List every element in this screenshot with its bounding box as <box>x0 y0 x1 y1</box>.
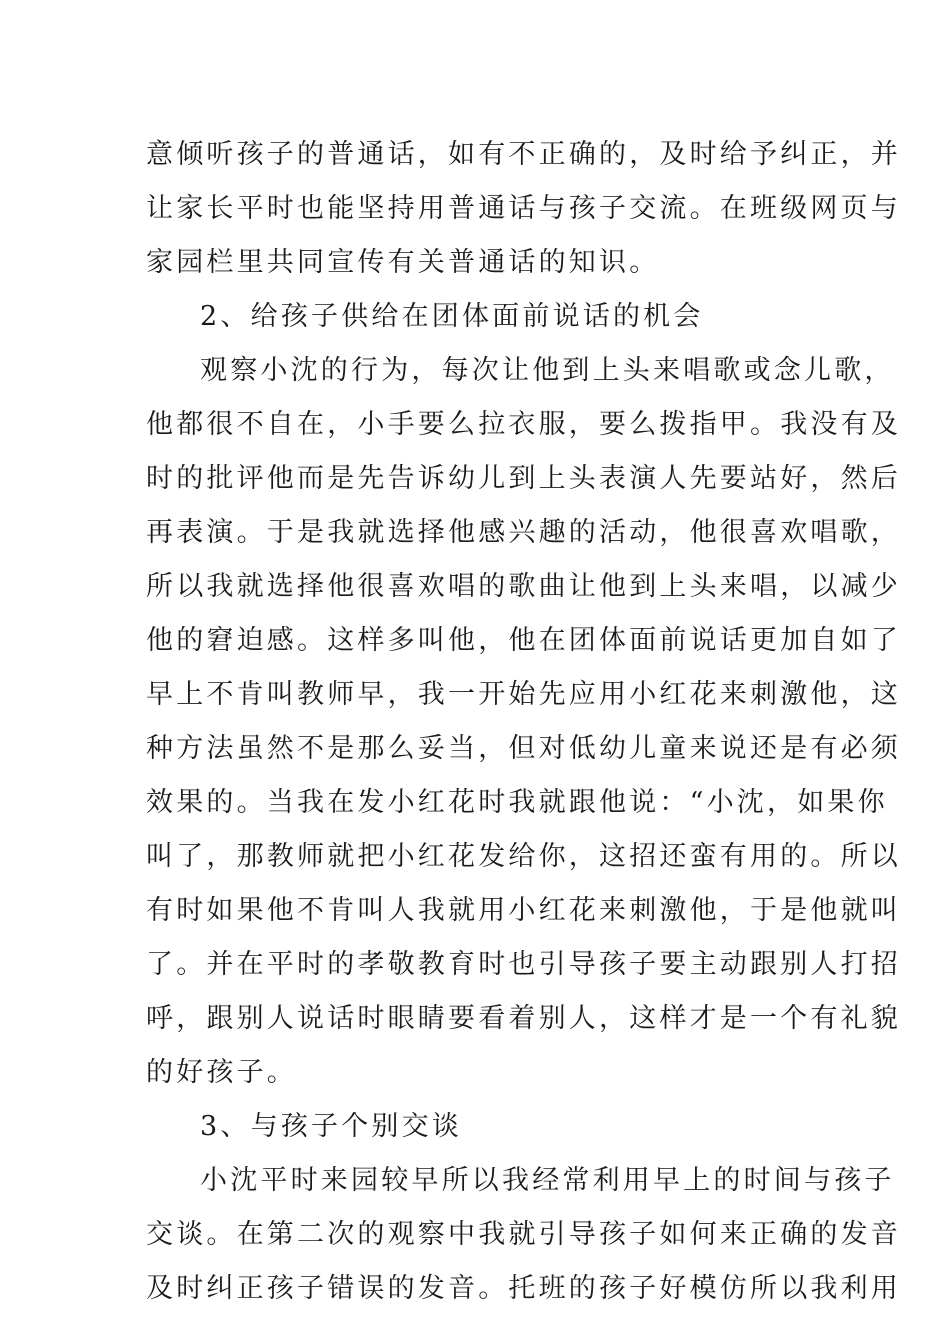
paragraph-first-line: 观察小沈的行为，每次让他到上头来唱歌或念儿歌， <box>200 355 895 386</box>
section-heading: 2、给孩子供给在团体面前说话的机会 <box>200 301 704 332</box>
text-line: 种方法虽然不是那么妥当，但对低幼儿童来说还是有必须 <box>146 733 901 764</box>
section-heading: 3、与孩子个别交谈 <box>200 1111 462 1142</box>
text-line: 所以我就选择他很喜欢唱的歌曲让他到上头来唱，以减少 <box>146 571 901 602</box>
text-line: 让家长平时也能坚持用普通话与孩子交流。在班级网页与 <box>146 193 901 224</box>
text-line: 有时如果他不肯叫人我就用小红花来刺激他，于是他就叫 <box>146 895 901 926</box>
text-line: 交谈。在第二次的观察中我就引导孩子如何来正确的发音 <box>146 1219 901 1250</box>
text-line: 意倾听孩子的普通话，如有不正确的，及时给予纠正，并 <box>146 139 901 170</box>
text-line: 时的批评他而是先告诉幼儿到上头表演人先要站好，然后 <box>146 463 901 494</box>
text-line: 叫了，那教师就把小红花发给你，这招还蛮有用的。所以 <box>146 841 901 872</box>
text-line: 了。并在平时的孝敬教育时也引导孩子要主动跟别人打招 <box>146 949 901 980</box>
text-line: 他都很不自在，小手要么拉衣服，要么拨指甲。我没有及 <box>146 409 901 440</box>
paragraph-first-line: 小沈平时来园较早所以我经常利用早上的时间与孩子 <box>200 1165 895 1196</box>
document-body <box>146 128 901 1316</box>
text-line: 早上不肯叫教师早，我一开始先应用小红花来刺激他，这 <box>146 679 901 710</box>
text-line: 及时纠正孩子错误的发音。托班的孩子好模仿所以我利用 <box>146 1273 901 1304</box>
text-line: 呼，跟别人说话时眼睛要看着别人，这样才是一个有礼貌 <box>146 1003 901 1034</box>
text-line: 效果的。当我在发小红花时我就跟他说：“小沈，如果你 <box>146 787 888 818</box>
text-line: 的好孩子。 <box>146 1057 297 1088</box>
text-line: 家园栏里共同宣传有关普通话的知识。 <box>146 247 660 278</box>
text-line: 再表演。于是我就选择他感兴趣的活动，他很喜欢唱歌， <box>146 517 901 548</box>
text-line: 他的窘迫感。这样多叫他，他在团体面前说话更加自如了 <box>146 625 901 656</box>
